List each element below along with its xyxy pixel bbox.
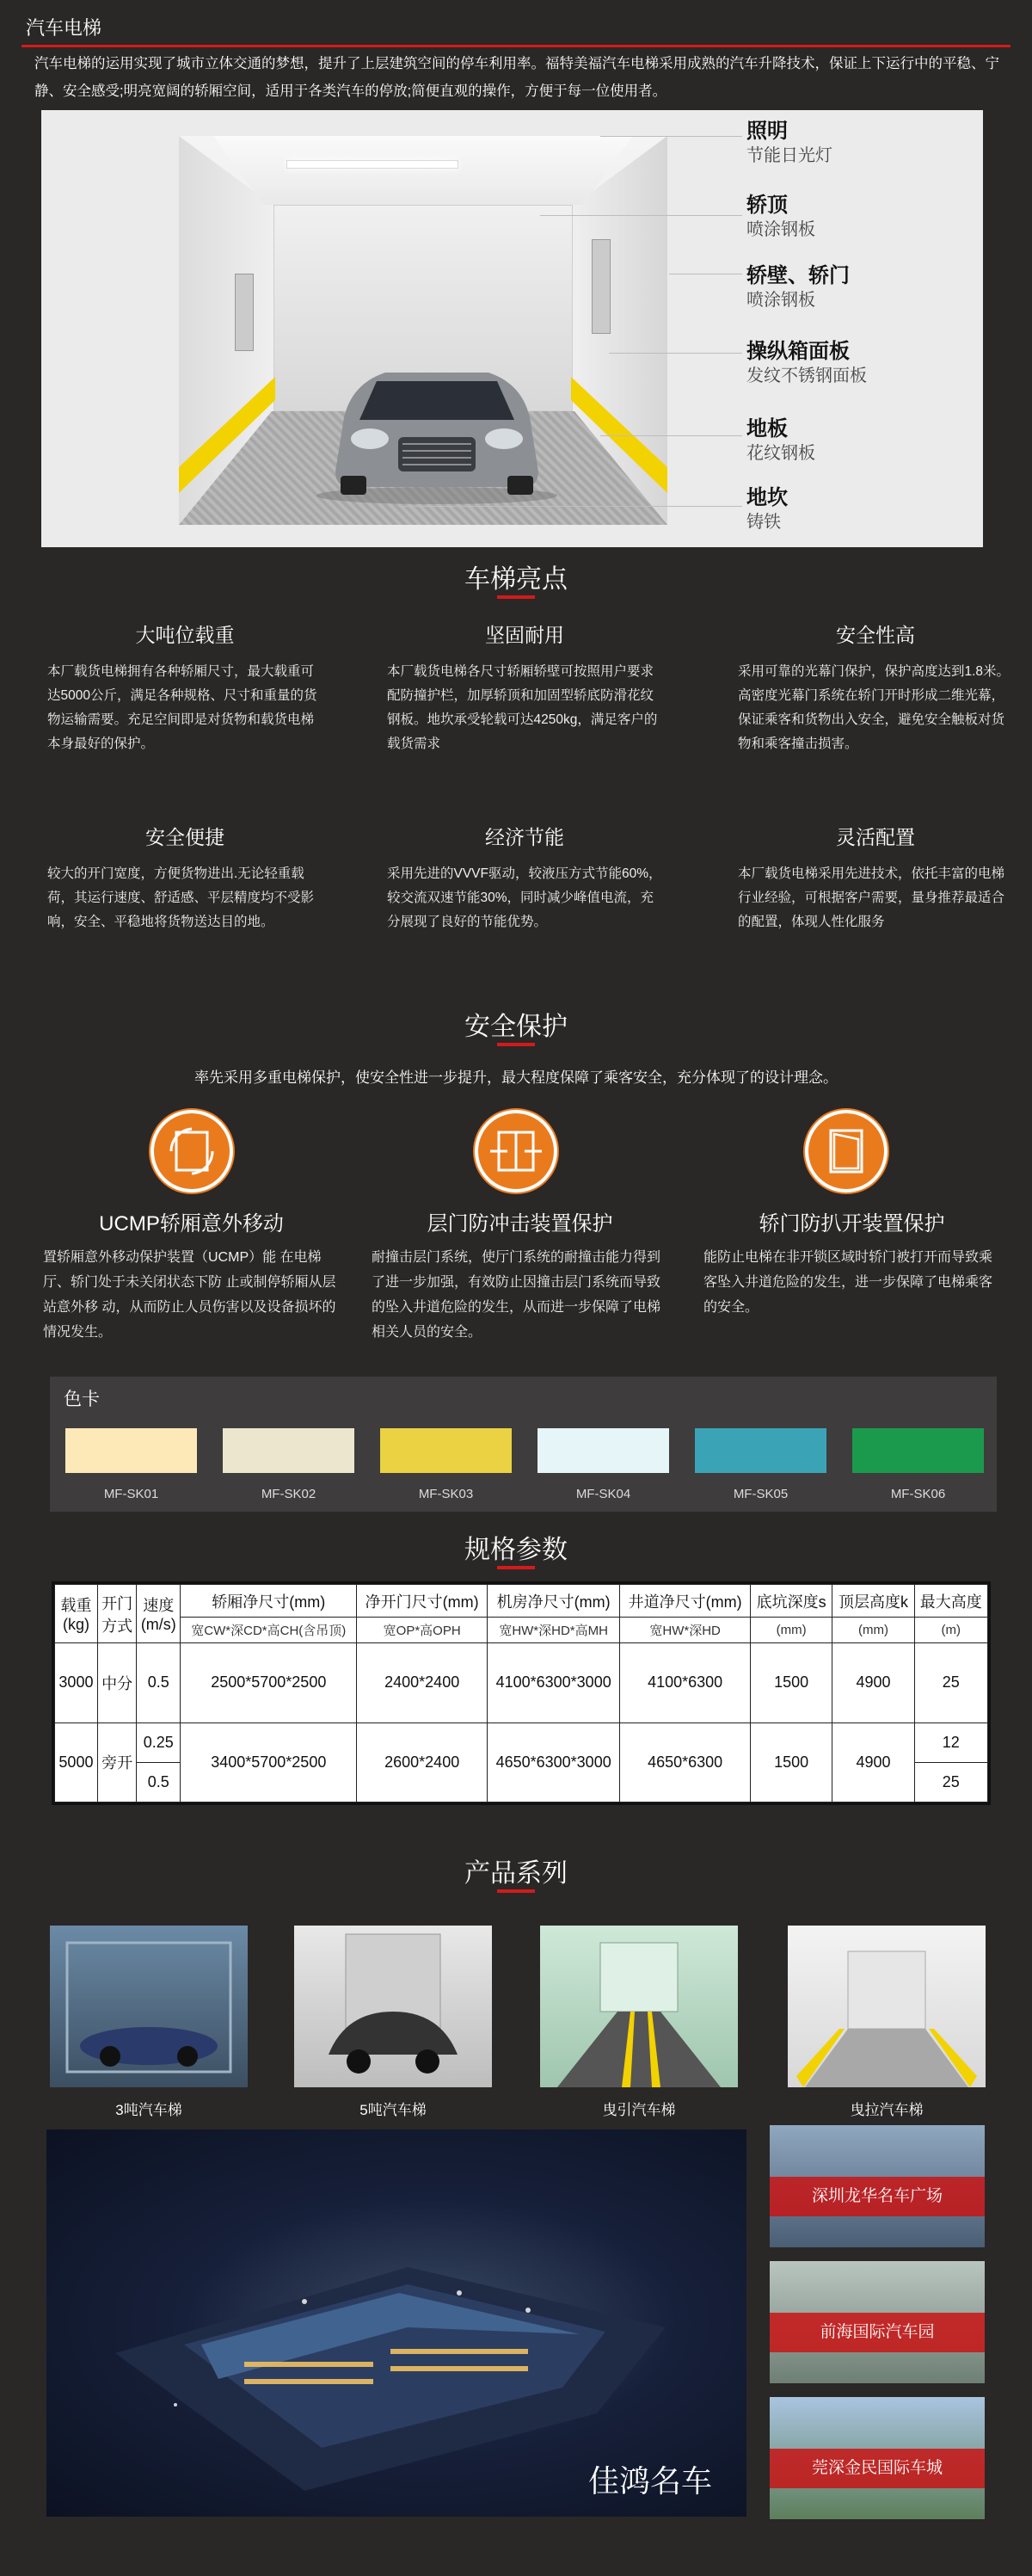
intro-text: 汽车电梯的运用实现了城市立体交通的梦想，提升了上层建筑空间的停车利用率。福特美福汽车电梯采用成熟的汽车升降技术，保证上下运行中的平稳、宁静、安全感受;明亮宽阔的轿厢空间，适用于各类汽车的停放;简便直观的操作，方便于每一位使用者。 (34, 56, 999, 99)
safety-item (43, 1206, 340, 1345)
spec-subheader: (mm) (751, 1618, 832, 1643)
callout-line (600, 435, 742, 436)
spec-subheader: 宽CW*深CD*高CH(含吊顶) (181, 1618, 357, 1643)
spec-cell: 中分 (97, 1643, 136, 1722)
hero-label-floor (746, 416, 970, 465)
spec-cell: 0.5 (137, 1762, 181, 1802)
case-thumbnail[interactable] (770, 2397, 985, 2519)
spec-cell: 4900 (832, 1722, 914, 1802)
color-card (50, 1377, 997, 1512)
spec-subheader: (mm) (832, 1618, 914, 1643)
hero-label-sub: 喷涂钢板 (746, 220, 815, 239)
ceiling-light (286, 160, 458, 169)
car-door-lock-icon (805, 1110, 888, 1192)
spec-header: 速度 (m/s) (137, 1585, 181, 1643)
spec-cell: 0.5 (137, 1643, 181, 1722)
color-card-title: 色卡 (64, 1390, 100, 1409)
spec-table (52, 1581, 991, 1805)
color-swatch[interactable] (538, 1428, 669, 1473)
spec-header: 机房净尺寸(mm) (488, 1585, 620, 1618)
spec-cell: 2500*5700*2500 (181, 1643, 357, 1722)
color-swatch[interactable] (852, 1428, 984, 1473)
callout-line (402, 506, 742, 507)
feature-title: 大吨位载重 (135, 624, 235, 646)
hero-label-sub: 发纹不锈钢面板 (746, 367, 867, 385)
spec-cell: 3000 (55, 1643, 98, 1722)
section-underline (497, 1889, 535, 1893)
feature-item (47, 619, 322, 756)
hero-label-title: 地坎 (746, 486, 788, 509)
spec-cell: 25 (914, 1762, 987, 1802)
color-swatch[interactable] (380, 1428, 512, 1473)
feature-title: 经济节能 (485, 826, 564, 848)
safety-item-text: 置轿厢意外移动保护装置（UCMP）能 在电梯厅、轿门处于未关闭状态下防 止或制停轿厢从层站意外移 动，从而防止人员伤害以及设备损坏的情况发生。 (43, 1250, 336, 1340)
spec-cell: 5000 (55, 1722, 98, 1802)
hero-label-lighting (746, 119, 970, 167)
section-title-safety: 安全保护 (464, 1013, 568, 1041)
safety-item-text: 耐撞击层门系统，使厅门系统的耐撞击能力得到了进一步加强，有效防止因撞击层门系统而导致的坠入井道危险的发生，从而进一步保障了电梯相关人员的安全。 (372, 1250, 661, 1340)
section-underline (497, 1043, 535, 1046)
section-underline (497, 1566, 535, 1569)
page-header (0, 0, 1032, 52)
hero-elevator-image (41, 110, 983, 547)
spec-header: 开门 方式 (97, 1585, 136, 1643)
color-swatch[interactable] (695, 1428, 826, 1473)
product-image[interactable] (294, 1926, 492, 2087)
car-icon (308, 334, 566, 506)
spec-subheader: 宽OP*高OPH (357, 1618, 488, 1643)
spec-cell: 4100*6300*3000 (488, 1643, 620, 1722)
case-label[interactable]: 莞深金民国际车城 (811, 2459, 943, 2477)
hero-label-title: 轿顶 (746, 194, 788, 217)
safety-item-title: 层门防冲击装置保护 (427, 1212, 613, 1236)
product-image[interactable] (788, 1926, 986, 2087)
spec-subheader: 宽HW*深HD (620, 1618, 751, 1643)
hero-label-control-panel (746, 339, 970, 387)
swatch-code: MF-SK05 (733, 1487, 789, 1501)
spec-cell: 0.25 (137, 1722, 181, 1762)
product-image[interactable] (50, 1926, 248, 2087)
feature-text: 本厂载货电梯各尺寸轿厢轿壁可按照用户要求配防撞护栏，加厚轿顶和加固型轿底防滑花纹钢板。地坎承受轮载可达4250kg，满足客户的载货需求 (387, 664, 658, 751)
case-thumbnail[interactable] (770, 2125, 985, 2247)
swatch-code: MF-SK06 (890, 1487, 946, 1501)
feature-text: 采用先进的VVVF驱动，较液压方式节能60%，较交流双速节能30%，同时减少峰值电流，充分展现了良好的节能优势。 (387, 866, 662, 929)
feature-text: 本厂载货电梯采用先进技术，依托丰富的电梯行业经验，可根据客户需要，量身推荐最适合的配置，体现人性化服务 (738, 866, 1005, 929)
section-underline (497, 595, 535, 599)
spec-header: 轿厢净尺寸(mm) (181, 1585, 357, 1618)
spec-cell: 4650*6300*3000 (488, 1722, 620, 1802)
safety-item-title: UCMP轿厢意外移动 (99, 1212, 284, 1236)
feature-item (387, 619, 662, 756)
spec-cell: 1500 (751, 1643, 832, 1722)
spec-cell: 4900 (832, 1643, 914, 1722)
feature-item (387, 822, 662, 934)
feature-title: 坚固耐用 (485, 624, 564, 646)
color-swatch[interactable] (65, 1428, 197, 1473)
callout-line (540, 215, 742, 216)
swatch-code: MF-SK02 (261, 1487, 316, 1501)
case-label[interactable]: 前海国际汽车园 (820, 2323, 935, 2341)
hero-label-title: 轿壁、轿门 (746, 264, 850, 287)
spec-cell: 4100*6300 (620, 1643, 751, 1722)
hero-label-title: 地板 (746, 417, 788, 441)
spec-subheader: (m) (914, 1618, 987, 1643)
hero-label-title: 操纵箱面板 (746, 340, 850, 363)
product-image[interactable] (540, 1926, 738, 2087)
spec-cell: 25 (914, 1643, 987, 1722)
spec-cell: 2600*2400 (357, 1722, 488, 1802)
spec-header: 顶层高度k (832, 1585, 914, 1618)
feature-title: 安全性高 (836, 624, 915, 646)
spec-header: 井道净尺寸(mm) (620, 1585, 751, 1618)
spec-cell: 1500 (751, 1722, 832, 1802)
safety-item-title: 轿门防扒开装置保护 (759, 1212, 945, 1236)
feature-item (738, 822, 1013, 934)
cab-ceiling (213, 136, 633, 205)
spec-header: 净开门尺寸(mm) (357, 1585, 488, 1618)
spec-cell: 4650*6300 (620, 1722, 751, 1802)
spec-cell: 旁开 (97, 1722, 136, 1802)
spec-header: 载重 (kg) (55, 1585, 98, 1643)
table-row (55, 1722, 988, 1762)
hero-label-sub: 节能日光灯 (746, 146, 832, 165)
hero-label-title: 照明 (746, 120, 788, 143)
product-label[interactable]: 曳拉汽车梯 (850, 2102, 924, 2118)
spec-cell: 3400*5700*2500 (181, 1722, 357, 1802)
hero-label-sub: 喷涂钢板 (746, 291, 815, 310)
safety-item-text: 能防止电梯在非开锁区域时轿门被打开而导致乘客坠入井道危险的发生，进一步保障了电梯乘客的安全。 (703, 1250, 993, 1315)
spec-header: 底坑深度s (751, 1585, 832, 1618)
hero-label-sill (746, 485, 970, 533)
callout-line (609, 353, 742, 354)
safety-item (372, 1206, 668, 1345)
header-divider (22, 45, 1010, 47)
spec-cell: 2400*2400 (357, 1643, 488, 1722)
product-label[interactable]: 5吨汽车梯 (359, 2102, 427, 2118)
safety-intro: 率先采用多重电梯保护，使安全性进一步提升，最大程度保障了乘客安全，充分体现了的设计理念。 (194, 1069, 838, 1086)
landing-door-icon (475, 1110, 557, 1192)
case-thumbnail[interactable] (770, 2261, 985, 2383)
spec-subheader: 宽HW*深HD*高MH (488, 1618, 620, 1643)
hero-label-ceiling (746, 193, 970, 241)
featured-case-image[interactable] (46, 2129, 746, 2517)
product-label[interactable]: 3吨汽车梯 (115, 2102, 182, 2118)
feature-title: 安全便捷 (145, 826, 224, 848)
hero-label-sub: 花纹钢板 (746, 444, 815, 463)
swatch-code: MF-SK01 (103, 1487, 159, 1501)
feature-text: 本厂载货电梯拥有各种轿厢尺寸，最大载重可达5000公斤，满足各种规格、尺寸和重量的货物运输需要。充足空间即是对货物和载货电梯本身最好的保护。 (47, 664, 317, 751)
table-row (55, 1643, 988, 1722)
spec-cell: 12 (914, 1722, 987, 1762)
color-swatch[interactable] (223, 1428, 354, 1473)
product-label[interactable]: 曳引汽车梯 (602, 2102, 676, 2118)
swatch-code: MF-SK04 (575, 1487, 631, 1501)
section-title-highlights: 车梯亮点 (464, 565, 568, 594)
feature-text: 较大的开门宽度，方便货物进出.无论轻重载荷，其运行速度、舒适感、平层精度均不受影响，安全、平稳地将货物送达目的地。 (47, 866, 315, 929)
swatch-code: MF-SK03 (418, 1487, 474, 1501)
feature-title: 灵活配置 (836, 826, 915, 848)
control-panel (592, 239, 611, 334)
hero-label-walls (746, 263, 970, 311)
safety-item (703, 1206, 1000, 1320)
case-label[interactable]: 深圳龙华名车广场 (811, 2187, 943, 2205)
elevator-cab-illustration (179, 136, 667, 525)
featured-case-title[interactable]: 佳鸿名车 (587, 2463, 712, 2499)
page-title: 汽车电梯 (26, 17, 102, 39)
ucmp-car-icon (150, 1110, 233, 1192)
feature-item (47, 822, 322, 934)
callout-line (600, 136, 742, 137)
hero-label-sub: 铸铁 (746, 513, 781, 532)
spec-header: 最大高度 (914, 1585, 987, 1618)
section-title-spec: 规格参数 (464, 1536, 568, 1564)
section-title-products: 产品系列 (464, 1859, 568, 1888)
feature-text: 采用可靠的光幕门保护，保护高度达到1.8米。高密度光幕门系统在轿门开时形成二维光幕，保证乘客和货物出入安全，避免安全触板对货物和乘客撞击损害。 (738, 664, 1010, 751)
feature-item (738, 619, 1013, 756)
control-panel (235, 274, 254, 351)
